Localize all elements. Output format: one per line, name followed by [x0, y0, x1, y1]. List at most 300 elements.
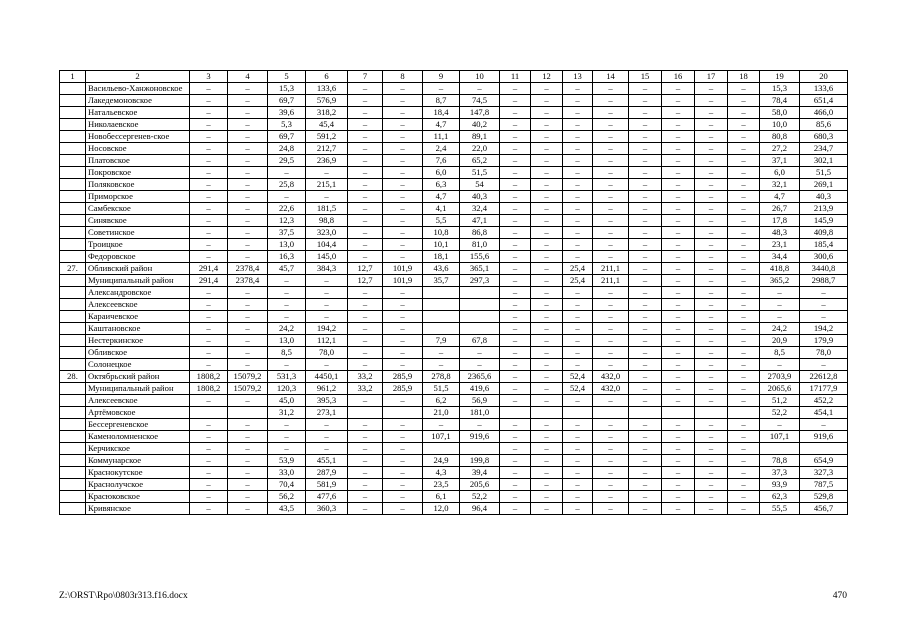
- table-cell: –: [348, 131, 383, 143]
- table-cell: 181,0: [460, 407, 500, 419]
- table-cell: –: [228, 299, 268, 311]
- table-cell: –: [423, 419, 460, 431]
- table-cell: –: [800, 419, 848, 431]
- table-cell: 37,1: [760, 155, 800, 167]
- table-cell: –: [190, 239, 228, 251]
- table-cell: –: [190, 143, 228, 155]
- table-cell: 12,7: [348, 275, 383, 287]
- table-cell: –: [348, 143, 383, 155]
- table-cell: –: [228, 323, 268, 335]
- table-cell: 53,9: [268, 455, 306, 467]
- table-cell: –: [500, 239, 531, 251]
- table-cell: –: [662, 155, 695, 167]
- table-cell: –: [500, 431, 531, 443]
- table-cell: –: [531, 503, 563, 515]
- table-cell: –: [190, 335, 228, 347]
- table-row: [60, 491, 848, 503]
- table-cell: –: [383, 431, 423, 443]
- table-cell: –: [662, 299, 695, 311]
- table-cell: 432,0: [593, 371, 629, 383]
- table-cell: –: [728, 227, 760, 239]
- table-cell: 2988,7: [800, 275, 848, 287]
- table-cell: –: [629, 467, 662, 479]
- table-cell: –: [629, 167, 662, 179]
- table-cell: 23,1: [760, 239, 800, 251]
- table-cell: –: [228, 359, 268, 371]
- table-cell: –: [228, 251, 268, 263]
- table-cell: [60, 395, 86, 407]
- table-cell: –: [190, 443, 228, 455]
- table-cell: 78,0: [306, 347, 348, 359]
- table-cell: –: [228, 167, 268, 179]
- table-cell: –: [629, 203, 662, 215]
- table-cell: [60, 491, 86, 503]
- table-cell: –: [531, 299, 563, 311]
- table-cell: –: [190, 491, 228, 503]
- settlement-name-cell: Каштановское: [86, 323, 190, 335]
- table-cell: –: [500, 467, 531, 479]
- table-row: [60, 155, 848, 167]
- table-cell: [60, 407, 86, 419]
- table-cell: –: [500, 491, 531, 503]
- table-cell: –: [383, 239, 423, 251]
- table-cell: –: [728, 383, 760, 395]
- table-cell: –: [348, 467, 383, 479]
- table-cell: –: [306, 443, 348, 455]
- table-cell: –: [460, 347, 500, 359]
- table-cell: –: [662, 491, 695, 503]
- settlement-name-cell: Каменоломненское: [86, 431, 190, 443]
- table-cell: –: [728, 467, 760, 479]
- column-number-cell: 18: [728, 71, 760, 83]
- settlement-name-cell: Бессергеневское: [86, 419, 190, 431]
- table-cell: –: [268, 359, 306, 371]
- table-cell: –: [531, 395, 563, 407]
- table-cell: –: [695, 215, 728, 227]
- table-cell: –: [383, 119, 423, 131]
- table-cell: –: [695, 419, 728, 431]
- table-cell: –: [662, 287, 695, 299]
- table-cell: [60, 443, 86, 455]
- table-cell: –: [531, 83, 563, 95]
- table-cell: [460, 311, 500, 323]
- table-cell: 52,2: [760, 407, 800, 419]
- table-cell: 33,0: [268, 467, 306, 479]
- table-cell: –: [383, 107, 423, 119]
- table-cell: –: [268, 275, 306, 287]
- table-cell: [60, 467, 86, 479]
- table-cell: 65,2: [460, 155, 500, 167]
- table-cell: 24,9: [423, 455, 460, 467]
- settlement-name-cell: Натальевское: [86, 107, 190, 119]
- table-cell: –: [500, 275, 531, 287]
- table-cell: –: [348, 431, 383, 443]
- table-cell: [629, 407, 662, 419]
- table-cell: [60, 359, 86, 371]
- table-cell: –: [629, 131, 662, 143]
- table-cell: 10,1: [423, 239, 460, 251]
- table-cell: 15079,2: [228, 371, 268, 383]
- settlement-name-cell: Троицкое: [86, 239, 190, 251]
- table-cell: [695, 407, 728, 419]
- table-cell: –: [563, 215, 593, 227]
- table-cell: –: [190, 395, 228, 407]
- table-cell: –: [593, 131, 629, 143]
- table-cell: 101,9: [383, 275, 423, 287]
- table-cell: 10,8: [423, 227, 460, 239]
- table-cell: –: [500, 419, 531, 431]
- table-cell: –: [531, 359, 563, 371]
- table-cell: –: [348, 167, 383, 179]
- table-cell: –: [695, 467, 728, 479]
- table-row: [60, 359, 848, 371]
- table-cell: –: [563, 335, 593, 347]
- table-cell: 37,5: [268, 227, 306, 239]
- table-cell: 6,2: [423, 395, 460, 407]
- table-cell: –: [190, 119, 228, 131]
- table-cell: –: [728, 347, 760, 359]
- table-cell: –: [531, 95, 563, 107]
- table-cell: 212,7: [306, 143, 348, 155]
- column-number-cell: 12: [531, 71, 563, 83]
- table-cell: –: [228, 119, 268, 131]
- table-cell: –: [593, 455, 629, 467]
- table-cell: 395,3: [306, 395, 348, 407]
- table-row: [60, 203, 848, 215]
- table-cell: –: [728, 203, 760, 215]
- table-row: [60, 131, 848, 143]
- table-cell: 70,4: [268, 479, 306, 491]
- table-cell: –: [593, 359, 629, 371]
- footer-file-path: Z:\ORST\Rpo\0803r313.f16.docx: [59, 591, 188, 601]
- data-table: [59, 70, 848, 515]
- table-cell: –: [228, 287, 268, 299]
- table-cell: –: [348, 119, 383, 131]
- table-cell: –: [662, 167, 695, 179]
- table-cell: –: [531, 179, 563, 191]
- table-cell: [60, 203, 86, 215]
- table-cell: –: [531, 167, 563, 179]
- table-cell: –: [593, 395, 629, 407]
- table-cell: –: [662, 107, 695, 119]
- table-cell: –: [695, 395, 728, 407]
- table-cell: –: [383, 347, 423, 359]
- table-cell: 456,7: [800, 503, 848, 515]
- table-cell: –: [728, 167, 760, 179]
- table-cell: –: [695, 239, 728, 251]
- table-cell: 213,9: [800, 203, 848, 215]
- table-cell: [60, 455, 86, 467]
- table-cell: [60, 131, 86, 143]
- table-cell: –: [728, 299, 760, 311]
- table-cell: [460, 443, 500, 455]
- footer-page-number: 470: [832, 591, 847, 601]
- column-number-cell: 5: [268, 71, 306, 83]
- table-cell: 10,0: [760, 119, 800, 131]
- table-cell: –: [563, 287, 593, 299]
- table-cell: –: [662, 359, 695, 371]
- table-cell: –: [593, 479, 629, 491]
- settlement-name-cell: Краснолучское: [86, 479, 190, 491]
- table-cell: –: [629, 479, 662, 491]
- column-number-cell: 11: [500, 71, 531, 83]
- table-cell: –: [728, 311, 760, 323]
- settlement-name-cell: Советинское: [86, 227, 190, 239]
- table-row: [60, 107, 848, 119]
- table-cell: 69,7: [268, 131, 306, 143]
- table-cell: –: [531, 443, 563, 455]
- table-cell: –: [423, 83, 460, 95]
- table-cell: –: [593, 227, 629, 239]
- table-cell: [60, 251, 86, 263]
- table-cell: –: [190, 467, 228, 479]
- table-cell: –: [531, 191, 563, 203]
- table-cell: 15,3: [268, 83, 306, 95]
- column-number-cell: 10: [460, 71, 500, 83]
- table-cell: –: [662, 431, 695, 443]
- table-cell: –: [728, 143, 760, 155]
- table-cell: [348, 407, 383, 419]
- table-cell: –: [563, 251, 593, 263]
- column-number-cell: 1: [60, 71, 86, 83]
- table-cell: 419,6: [460, 383, 500, 395]
- table-cell: 215,1: [306, 179, 348, 191]
- table-cell: –: [728, 479, 760, 491]
- column-number-cell: 15: [629, 71, 662, 83]
- table-cell: 327,3: [800, 467, 848, 479]
- table-cell: 273,1: [306, 407, 348, 419]
- table-cell: 45,4: [306, 119, 348, 131]
- table-cell: –: [728, 107, 760, 119]
- table-cell: –: [728, 431, 760, 443]
- table-cell: 33,2: [348, 371, 383, 383]
- table-cell: 194,2: [800, 323, 848, 335]
- table-cell: –: [228, 143, 268, 155]
- table-cell: –: [500, 311, 531, 323]
- table-row: [60, 263, 848, 275]
- table-cell: –: [383, 215, 423, 227]
- table-cell: –: [593, 179, 629, 191]
- settlement-name-cell: Муниципальный район: [86, 383, 190, 395]
- table-cell: 40,3: [800, 191, 848, 203]
- table-cell: –: [593, 119, 629, 131]
- table-cell: –: [228, 215, 268, 227]
- table-cell: [423, 287, 460, 299]
- table-cell: 93,9: [760, 479, 800, 491]
- table-cell: –: [593, 503, 629, 515]
- table-cell: 40,2: [460, 119, 500, 131]
- table-cell: –: [531, 371, 563, 383]
- table-cell: 18,1: [423, 251, 460, 263]
- table-cell: –: [593, 215, 629, 227]
- table-cell: –: [190, 191, 228, 203]
- table-row: [60, 287, 848, 299]
- table-cell: –: [563, 299, 593, 311]
- table-cell: –: [531, 335, 563, 347]
- table-cell: –: [500, 287, 531, 299]
- table-row: [60, 335, 848, 347]
- table-cell: –: [629, 323, 662, 335]
- table-cell: –: [383, 359, 423, 371]
- table-cell: –: [563, 395, 593, 407]
- table-cell: –: [593, 251, 629, 263]
- table-cell: –: [348, 215, 383, 227]
- table-cell: 466,0: [800, 107, 848, 119]
- table-cell: –: [695, 263, 728, 275]
- table-cell: [60, 431, 86, 443]
- table-row: [60, 323, 848, 335]
- table-cell: –: [662, 479, 695, 491]
- table-cell: –: [500, 443, 531, 455]
- table-cell: –: [500, 191, 531, 203]
- table-cell: –: [348, 311, 383, 323]
- table-cell: –: [228, 455, 268, 467]
- table-cell: –: [695, 311, 728, 323]
- table-cell: 101,9: [383, 263, 423, 275]
- table-cell: –: [662, 131, 695, 143]
- settlement-name-cell: Николаевское: [86, 119, 190, 131]
- table-cell: –: [228, 419, 268, 431]
- table-cell: –: [500, 503, 531, 515]
- table-cell: –: [190, 359, 228, 371]
- table-cell: 56,9: [460, 395, 500, 407]
- table-cell: –: [695, 119, 728, 131]
- settlement-name-cell: Керчикское: [86, 443, 190, 455]
- table-cell: –: [531, 263, 563, 275]
- table-cell: –: [228, 503, 268, 515]
- table-cell: –: [629, 179, 662, 191]
- table-cell: [60, 191, 86, 203]
- table-cell: 35,7: [423, 275, 460, 287]
- settlement-name-cell: Синявское: [86, 215, 190, 227]
- table-cell: 120,3: [268, 383, 306, 395]
- settlement-name-cell: Лакедемоновское: [86, 95, 190, 107]
- table-cell: –: [190, 107, 228, 119]
- table-cell: [60, 335, 86, 347]
- settlement-name-cell: Обливское: [86, 347, 190, 359]
- table-cell: 318,2: [306, 107, 348, 119]
- table-cell: –: [383, 227, 423, 239]
- table-cell: –: [190, 179, 228, 191]
- column-number-cell: 13: [563, 71, 593, 83]
- table-cell: 26,7: [760, 203, 800, 215]
- table-cell: 45,0: [268, 395, 306, 407]
- table-cell: 17177,9: [800, 383, 848, 395]
- table-cell: 919,6: [460, 431, 500, 443]
- table-row: [60, 299, 848, 311]
- table-cell: –: [500, 371, 531, 383]
- table-cell: 107,1: [423, 431, 460, 443]
- table-cell: –: [228, 395, 268, 407]
- table-cell: –: [348, 239, 383, 251]
- table-cell: –: [728, 215, 760, 227]
- table-cell: [60, 311, 86, 323]
- table-cell: 52,2: [460, 491, 500, 503]
- table-cell: [228, 407, 268, 419]
- table-cell: –: [662, 383, 695, 395]
- table-cell: 112,1: [306, 335, 348, 347]
- table-cell: 74,5: [460, 95, 500, 107]
- table-cell: –: [728, 371, 760, 383]
- table-cell: [423, 299, 460, 311]
- table-cell: –: [306, 287, 348, 299]
- table-cell: –: [629, 443, 662, 455]
- table-cell: –: [695, 155, 728, 167]
- table-cell: 291,4: [190, 263, 228, 275]
- table-cell: –: [662, 311, 695, 323]
- table-cell: [190, 407, 228, 419]
- table-cell: –: [728, 95, 760, 107]
- table-cell: 51,5: [800, 167, 848, 179]
- table-cell: 418,8: [760, 263, 800, 275]
- table-cell: –: [728, 239, 760, 251]
- table-cell: 205,6: [460, 479, 500, 491]
- table-cell: [60, 143, 86, 155]
- table-cell: –: [383, 395, 423, 407]
- table-cell: –: [306, 431, 348, 443]
- settlement-name-cell: Красюковское: [86, 491, 190, 503]
- table-cell: –: [695, 95, 728, 107]
- table-cell: 24,2: [268, 323, 306, 335]
- table-cell: 147,8: [460, 107, 500, 119]
- table-cell: 78,4: [760, 95, 800, 107]
- table-cell: –: [629, 227, 662, 239]
- settlement-name-cell: Покровское: [86, 167, 190, 179]
- table-cell: [60, 323, 86, 335]
- table-cell: –: [563, 419, 593, 431]
- settlement-name-cell: Артёмовское: [86, 407, 190, 419]
- table-cell: 31,2: [268, 407, 306, 419]
- table-cell: –: [268, 167, 306, 179]
- table-cell: –: [228, 107, 268, 119]
- table-cell: 8,5: [760, 347, 800, 359]
- table-cell: –: [760, 299, 800, 311]
- table-cell: –: [593, 347, 629, 359]
- table-cell: 454,1: [800, 407, 848, 419]
- table-cell: –: [563, 107, 593, 119]
- table-cell: –: [228, 311, 268, 323]
- table-cell: 22,0: [460, 143, 500, 155]
- table-cell: –: [695, 83, 728, 95]
- table-cell: 4,3: [423, 467, 460, 479]
- table-cell: –: [563, 455, 593, 467]
- table-cell: –: [728, 323, 760, 335]
- table-cell: –: [348, 503, 383, 515]
- settlement-name-cell: Алексеевское: [86, 299, 190, 311]
- table-cell: 39,4: [460, 467, 500, 479]
- table-cell: 278,8: [423, 371, 460, 383]
- table-row: [60, 215, 848, 227]
- table-cell: 12,7: [348, 263, 383, 275]
- table-cell: –: [531, 227, 563, 239]
- table-cell: 6,1: [423, 491, 460, 503]
- table-cell: 32,1: [760, 179, 800, 191]
- table-row: [60, 143, 848, 155]
- table-cell: –: [760, 287, 800, 299]
- table-cell: –: [662, 503, 695, 515]
- table-cell: –: [383, 287, 423, 299]
- table-cell: –: [629, 359, 662, 371]
- table-cell: –: [563, 203, 593, 215]
- table-cell: –: [306, 311, 348, 323]
- table-cell: –: [348, 359, 383, 371]
- table-cell: 285,9: [383, 371, 423, 383]
- table-cell: 531,3: [268, 371, 306, 383]
- settlement-name-cell: Караичевское: [86, 311, 190, 323]
- settlement-name-cell: Алексеевское: [86, 395, 190, 407]
- table-cell: 133,6: [800, 83, 848, 95]
- table-cell: –: [228, 443, 268, 455]
